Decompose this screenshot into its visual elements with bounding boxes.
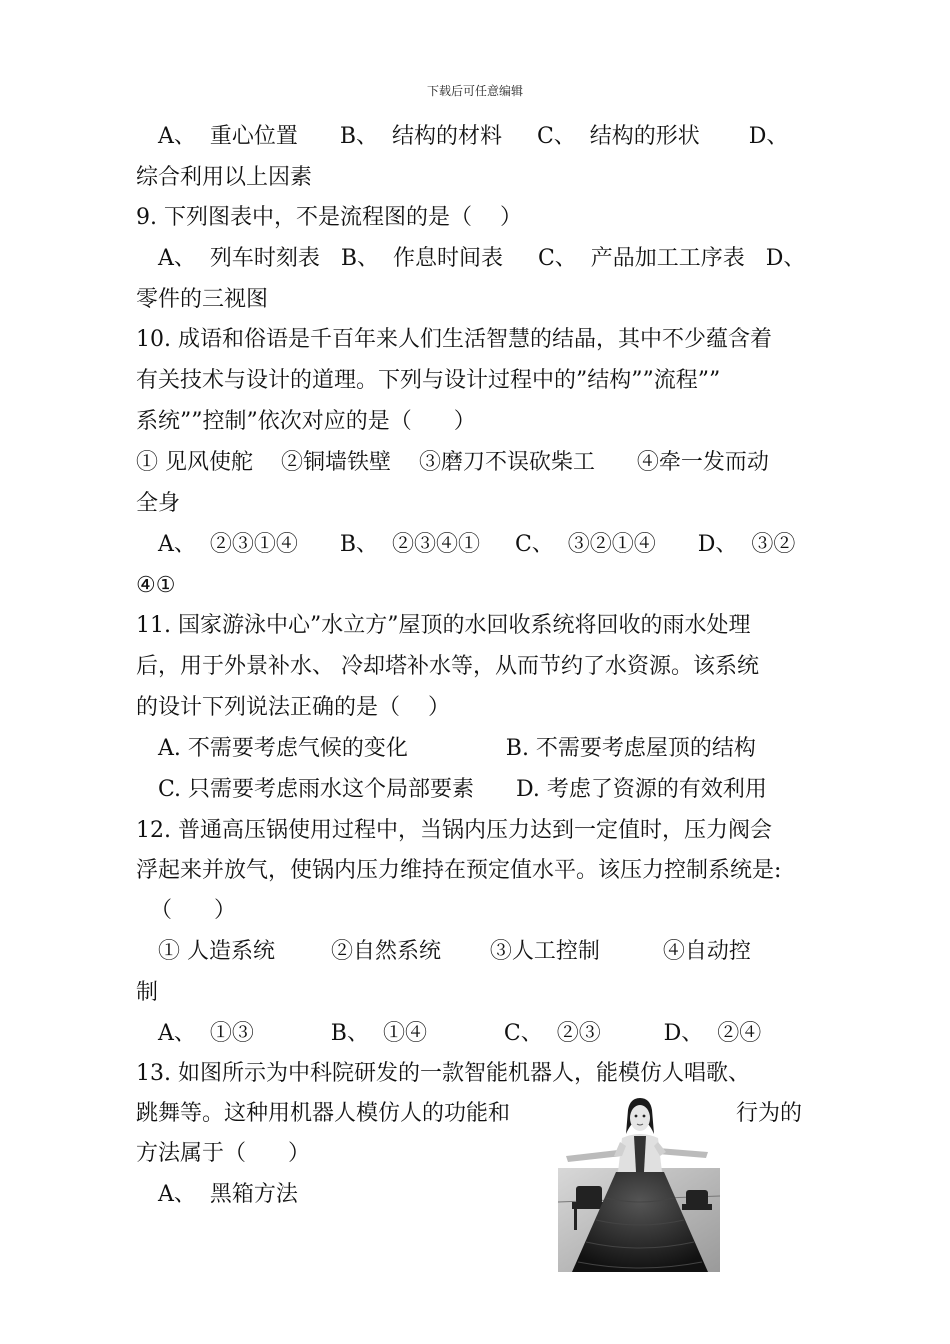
q13-option-a: A、 黑箱方法 <box>158 1182 298 1207</box>
page-header: 下载后可任意编辑 <box>426 84 523 98</box>
q10-stem-line-1: 10. 成语和俗语是千百年来人们生活智慧的结晶，其中不少蕴含着 <box>136 327 772 352</box>
q9-options: A、 列车时刻表 B、 作息时间表 C、 产品加工工序表 D、 <box>158 246 806 271</box>
q10-items: ① 见风使舵 ②铜墙铁壁 ③磨刀不误砍柴工 ④牵一发而动 <box>136 450 769 475</box>
q12-stem-line-1: 12. 普通高压锅使用过程中，当锅内压力达到一定值时，压力阀会 <box>136 818 772 843</box>
q10-stem-line-3: 系统””控制”依次对应的是（ ） <box>136 409 476 434</box>
q8-options: A、 重心位置 B、 结构的材料 C、 结构的形状 D、 <box>158 124 789 149</box>
q12-options: A、 ①③ B、 ①④ C、 ②③ D、 ②④ <box>158 1021 762 1046</box>
q12-items-cont: 制 <box>136 980 159 1005</box>
q13-stem-line-3: 方法属于（ ） <box>136 1141 310 1166</box>
q11-options-ab: A. 不需要考虑气候的变化 B. 不需要考虑屋顶的结构 <box>158 736 756 761</box>
q10-stem-line-2: 有关技术与设计的道理。下列与设计过程中的”结构””流程”” <box>136 368 721 393</box>
q12-blank: （ ） <box>150 898 236 923</box>
q13-stem-line-2-end: 行为的 <box>736 1101 803 1126</box>
q10-items-cont: 全身 <box>136 491 181 516</box>
q12-stem-line-2: 浮起来并放气，使锅内压力维持在预定值水平。该压力控制系统是: <box>136 858 782 883</box>
q11-stem-line-2: 后，用于外景补水、 冷却塔补水等，从而节约了水资源。该系统 <box>136 654 759 679</box>
q12-items: ① 人造系统 ②自然系统 ③人工控制 ④自动控 <box>158 939 751 964</box>
q11-stem-line-3: 的设计下列说法正确的是（ ） <box>136 695 450 720</box>
robot-photo <box>558 1090 720 1272</box>
q9-stem: 9. 下列图表中，不是流程图的是（ ） <box>136 205 522 230</box>
q9-option-d-text: 零件的三视图 <box>136 287 269 312</box>
q10-options-cont: ④① <box>136 573 176 598</box>
q11-stem-line-1: 11. 国家游泳中心”水立方”屋顶的水回收系统将回收的雨水处理 <box>136 613 751 638</box>
q11-options-cd: C. 只需要考虑雨水这个局部要素 D. 考虑了资源的有效利用 <box>158 777 767 802</box>
q8-option-d-text: 综合利用以上因素 <box>136 165 313 190</box>
q13-stem-line-2: 跳舞等。这种用机器人模仿人的功能和 <box>136 1101 511 1126</box>
q10-options: A、 ②③①④ B、 ②③④① C、 ③②①④ D、 ③② <box>158 532 796 557</box>
q13-stem-line-1: 13. 如图所示为中科院研发的一款智能机器人，能模仿人唱歌、 <box>136 1061 750 1086</box>
